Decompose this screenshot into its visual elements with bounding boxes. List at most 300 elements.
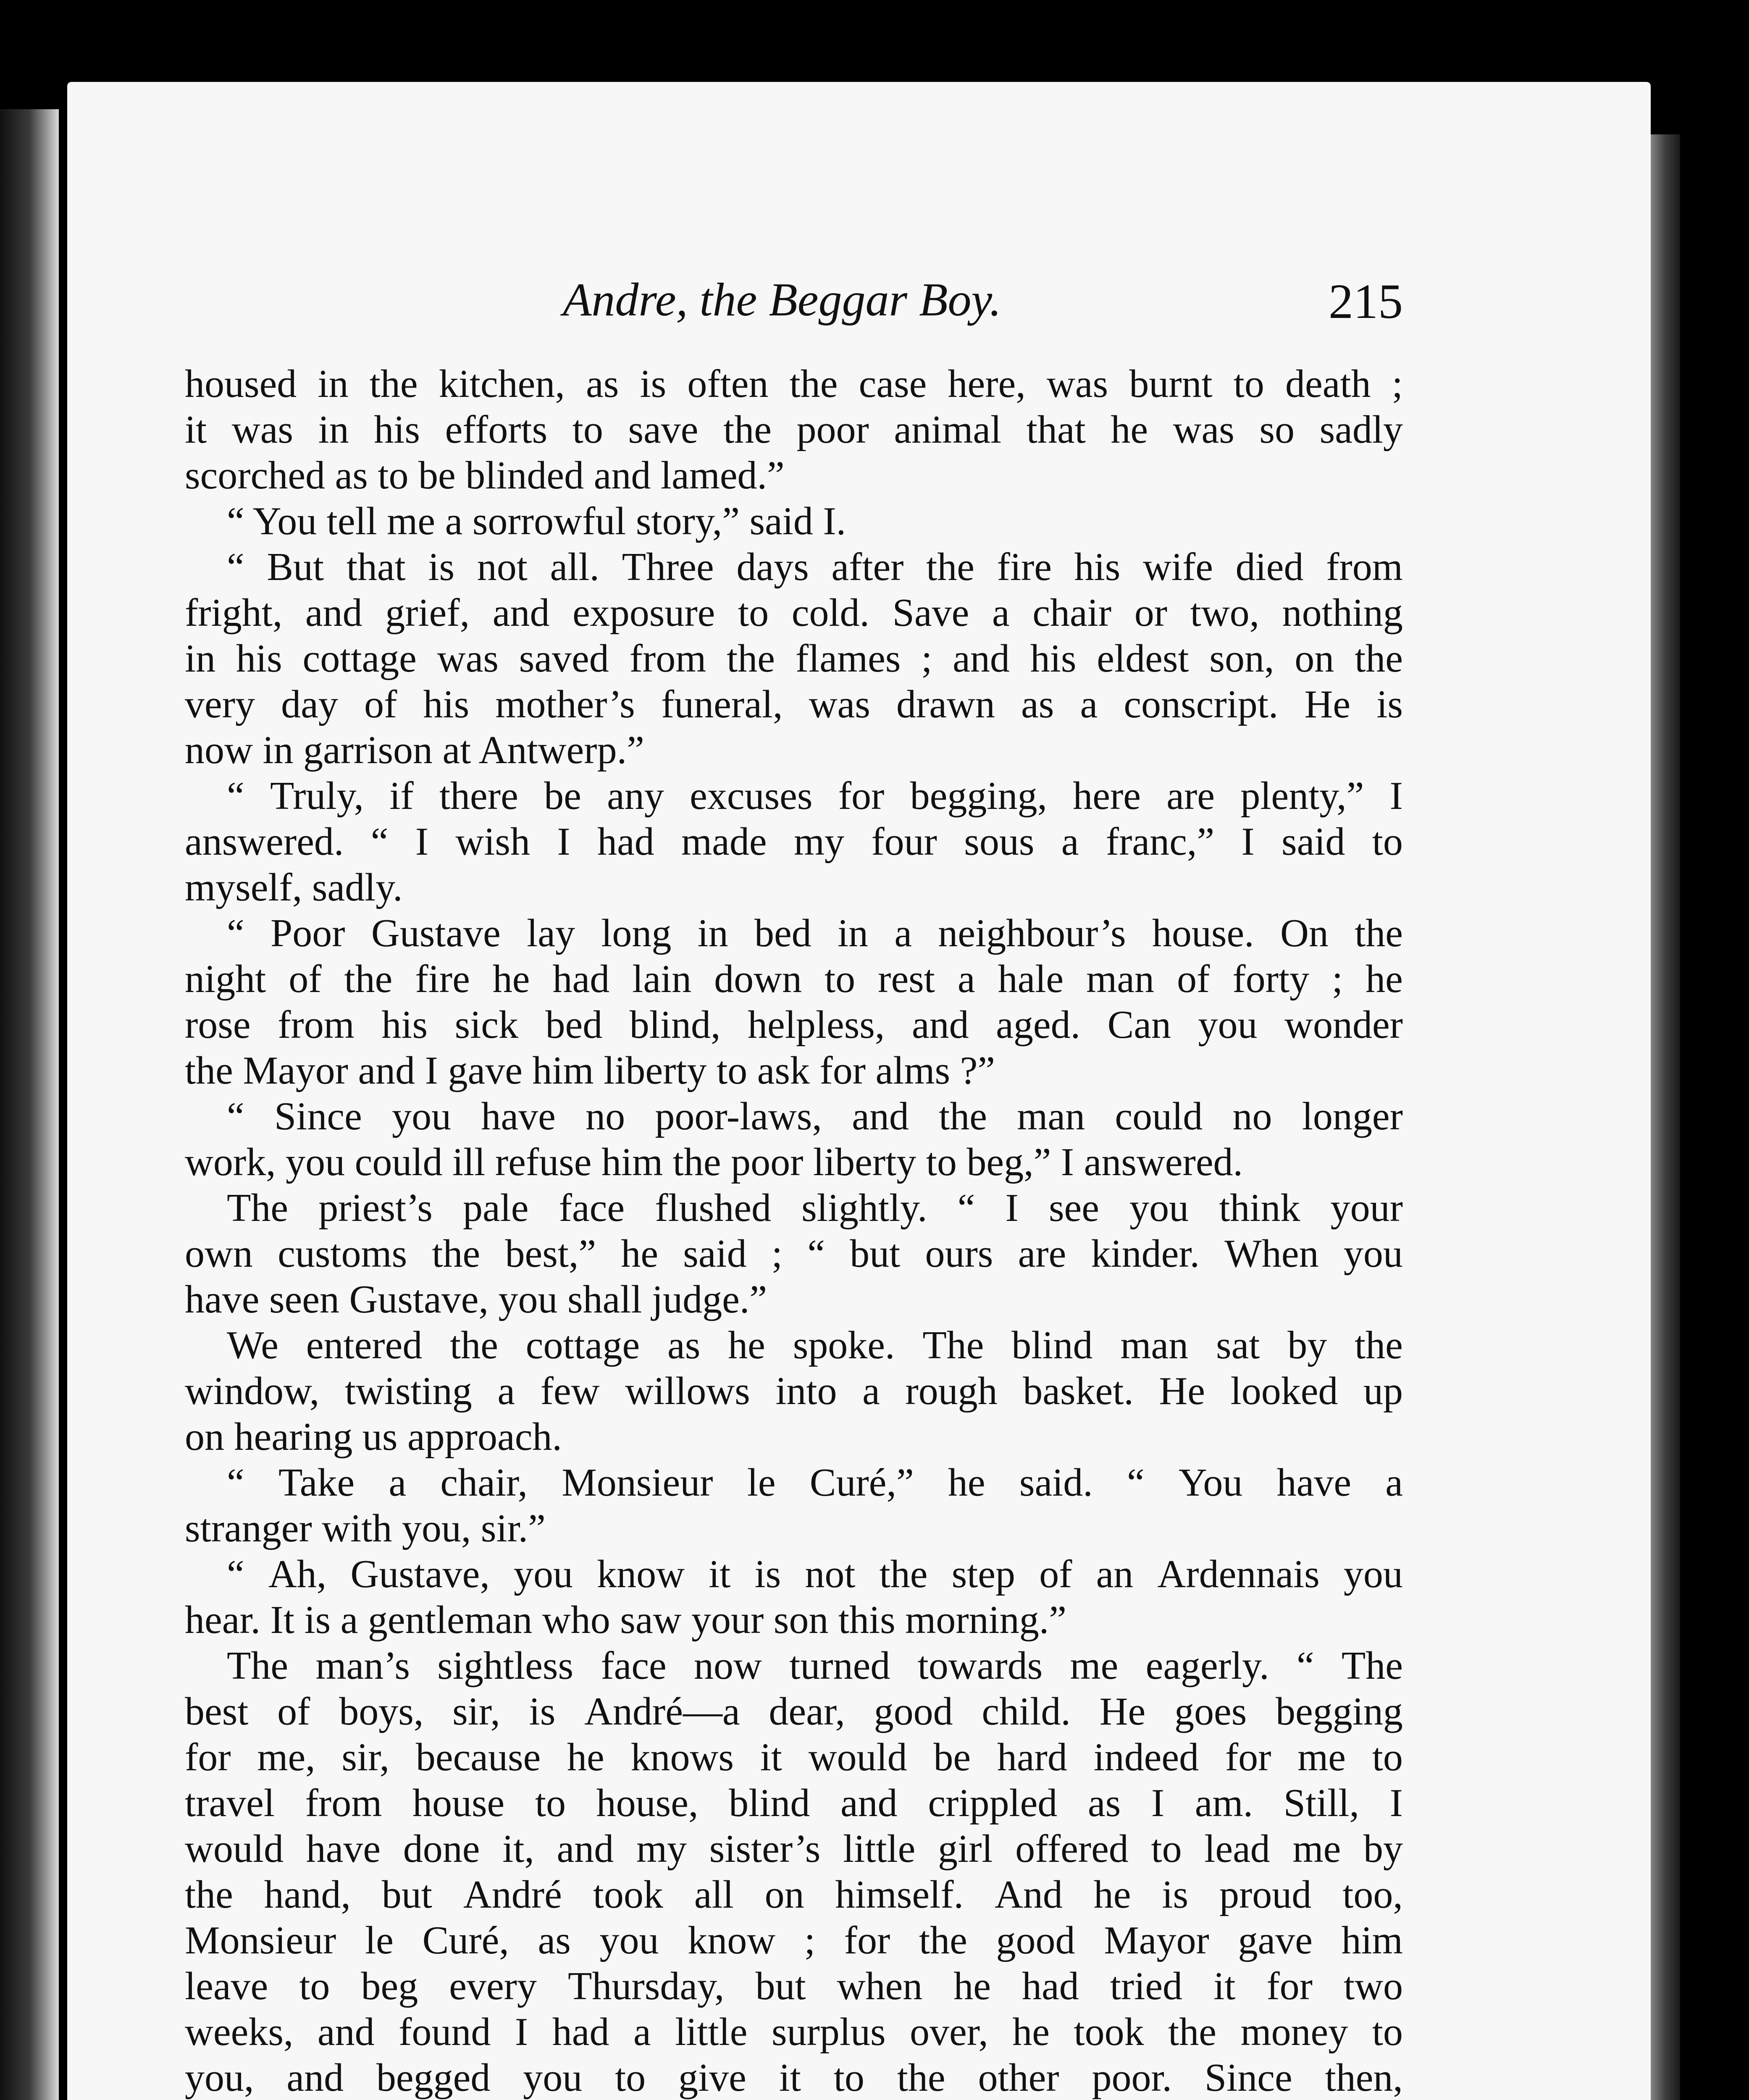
word: me (1292, 1827, 1341, 1871)
word: to (1372, 820, 1403, 864)
word: he (948, 1461, 985, 1504)
word: funeral, (661, 682, 783, 726)
word: was (437, 637, 499, 680)
word: fire (997, 545, 1052, 589)
word: goes (1174, 1690, 1247, 1733)
word: save (628, 408, 699, 452)
text-line (185, 361, 1403, 407)
word: in (318, 408, 349, 452)
word: was (1173, 408, 1234, 452)
word: to (833, 2056, 864, 2100)
word: the (727, 637, 775, 680)
word: as (1021, 682, 1054, 726)
word: the (897, 2056, 945, 2100)
text-line (185, 1460, 1403, 1506)
word: a (894, 911, 912, 955)
word: a (992, 591, 1010, 635)
word: own (185, 1232, 253, 1276)
word: housed (185, 362, 297, 406)
word: “ (1296, 1644, 1314, 1688)
text-line (185, 407, 1403, 453)
word: it (760, 1735, 782, 1779)
word: said (1281, 820, 1345, 864)
word: to (1372, 2010, 1403, 2054)
word: “ (807, 1232, 825, 1276)
word: begging (1276, 1690, 1403, 1733)
word: he (1111, 408, 1148, 452)
word: gave (1238, 1919, 1313, 1962)
word: you (1129, 1186, 1189, 1230)
word: he (621, 1232, 659, 1276)
word: “ (227, 774, 244, 818)
word: surplus (771, 2010, 886, 2054)
word: poor. (1092, 2056, 1172, 2100)
word: saved (519, 637, 609, 680)
word: slightly. (801, 1186, 927, 1230)
word: is (1376, 682, 1403, 726)
word: man (1086, 957, 1154, 1001)
word: best (185, 1690, 249, 1733)
word: for (838, 774, 885, 818)
word: Take (278, 1461, 355, 1504)
text-line (185, 1551, 1403, 1597)
word: it (1213, 1964, 1236, 2008)
word: a (497, 1369, 515, 1413)
word: forty (1232, 957, 1309, 1001)
word: rough (905, 1369, 998, 1413)
word: and (840, 1781, 898, 1825)
word: too, (1342, 1873, 1403, 1916)
word: not (477, 545, 528, 589)
word: fright, (185, 591, 283, 635)
word: begging, (910, 774, 1047, 818)
word: you, (185, 2056, 254, 2100)
word: his (236, 637, 282, 680)
word: died (1235, 545, 1304, 589)
word: that (1026, 408, 1086, 452)
word: Since (274, 1095, 362, 1138)
word: of (1039, 1552, 1072, 1596)
word: I (415, 820, 429, 864)
word: I (1389, 1781, 1403, 1825)
word: from (278, 1003, 355, 1047)
text-line: stranger with you, sir.” (185, 1507, 546, 1550)
word: you (599, 1919, 659, 1962)
text-line (185, 2009, 1403, 2055)
word: he (492, 957, 530, 1001)
word: franc,” (1106, 820, 1215, 864)
word: eagerly. (1145, 1644, 1269, 1688)
word: and (305, 591, 362, 635)
word: customs (278, 1232, 407, 1276)
word: was (1046, 362, 1108, 406)
word: sir, (341, 1735, 390, 1779)
text-line (185, 773, 1403, 819)
word: other (978, 2056, 1059, 2100)
word: every (449, 1964, 537, 2008)
word: and (317, 2010, 375, 2054)
word: longer (1302, 1095, 1403, 1138)
word: his (374, 408, 420, 452)
word: me (1297, 1735, 1346, 1779)
word: man (1017, 1095, 1085, 1138)
word: leave (185, 1964, 268, 2008)
word: basket. (1023, 1369, 1134, 1413)
word: he (728, 1323, 765, 1367)
word: Three (622, 545, 714, 589)
word: The (227, 1186, 289, 1230)
word: the (1168, 2010, 1216, 2054)
word: Curé,” (809, 1461, 914, 1504)
word: exposure (572, 591, 715, 635)
word: flushed (655, 1186, 771, 1230)
word: André (463, 1873, 562, 1916)
text-line: myself, sadly. (185, 866, 403, 909)
word: any (607, 774, 664, 818)
word: son, (1209, 637, 1274, 680)
word: dear, (769, 1690, 845, 1733)
word: you (392, 1095, 452, 1138)
word: le (365, 1919, 394, 1962)
word: to (299, 1964, 330, 2008)
word: made (681, 820, 767, 864)
word: two, (1190, 591, 1260, 635)
word: is (428, 545, 455, 589)
word: and (911, 1003, 969, 1047)
word: had (552, 957, 610, 1001)
text-line (185, 1735, 1403, 1780)
word: was (809, 682, 870, 726)
word: lead (1204, 1827, 1270, 1871)
word: boys, (339, 1690, 424, 1733)
word: night (185, 957, 266, 1001)
word: after (831, 545, 904, 589)
word: wife (1142, 545, 1213, 589)
word: helpless, (748, 1003, 885, 1047)
word: is (754, 1552, 781, 1596)
word: see (1048, 1186, 1099, 1230)
word: not (805, 1552, 856, 1596)
word: The (922, 1323, 984, 1367)
word: sadly (1319, 408, 1403, 452)
word: The (227, 1644, 289, 1688)
word: into (775, 1369, 837, 1413)
word: sightless (437, 1644, 574, 1688)
word: all (694, 1873, 734, 1916)
word: little (675, 2010, 748, 2054)
word: in (837, 911, 869, 955)
word: window, (185, 1369, 320, 1413)
word: to (535, 1781, 566, 1825)
word: pale (462, 1186, 529, 1230)
word: willows (625, 1369, 750, 1413)
word: bed (545, 1003, 603, 1047)
word: kitchen, (439, 362, 565, 406)
word: you (1343, 1552, 1403, 1596)
word: have (306, 1827, 381, 1871)
word: But (267, 545, 324, 589)
word: to (615, 2056, 646, 2100)
word: He (1099, 1690, 1146, 1733)
text-line: on hearing us approach. (185, 1415, 562, 1459)
word: here, (948, 362, 1026, 406)
word: and (286, 2056, 344, 2100)
text-line (185, 1964, 1403, 2009)
word: house, (596, 1781, 699, 1825)
word: took (593, 1873, 663, 1916)
word: house (412, 1781, 505, 1825)
word: of (289, 957, 322, 1001)
word: have (1276, 1461, 1352, 1504)
word: I (1389, 774, 1403, 818)
word: be (544, 774, 581, 818)
word: the (789, 362, 838, 406)
word: took (1074, 2010, 1144, 2054)
word: that (346, 545, 406, 589)
text-line (185, 1643, 1403, 1689)
word: his (381, 1003, 428, 1047)
word: think (1219, 1186, 1300, 1230)
word: man (1120, 1323, 1189, 1367)
word: is (640, 362, 667, 406)
word: now (694, 1644, 762, 1688)
word: good (874, 1690, 953, 1733)
word: are (1166, 774, 1215, 818)
word: conscript. (1124, 682, 1279, 726)
word: looked (1230, 1369, 1338, 1413)
word: then, (1325, 2056, 1403, 2100)
word: girl (938, 1827, 993, 1871)
word: “ (227, 1461, 244, 1504)
word: know (688, 1919, 776, 1962)
text-line (185, 819, 1403, 865)
word: The (1341, 1644, 1403, 1688)
word: hand, (264, 1873, 351, 1916)
word: “ (227, 911, 244, 955)
word: your (1330, 1186, 1403, 1230)
word: are (1018, 1232, 1066, 1276)
word: the (369, 362, 418, 406)
word: weeks, (185, 2010, 294, 2054)
word: he (1012, 2010, 1050, 2054)
word: it (779, 2056, 801, 2100)
word: money (1240, 2010, 1348, 2054)
word: he (1093, 1873, 1131, 1916)
word: of (277, 1690, 310, 1733)
word: Save (892, 591, 969, 635)
word: step (951, 1552, 1015, 1596)
word: ; (921, 637, 932, 680)
word: sick (454, 1003, 519, 1047)
word: days (736, 545, 809, 589)
word: you (1198, 1003, 1258, 1047)
word: Gustave, (350, 1552, 490, 1596)
word: all. (550, 545, 599, 589)
word: cottage (302, 637, 417, 680)
word: me, (257, 1735, 315, 1779)
word: in (697, 911, 728, 955)
word: Truly, (270, 774, 364, 818)
word: “ (957, 1186, 975, 1230)
word: or (1134, 591, 1167, 635)
word: travel (185, 1781, 275, 1825)
word: man’s (315, 1644, 410, 1688)
word: blind (1011, 1323, 1093, 1367)
word: twisting (344, 1369, 472, 1413)
word: to (825, 957, 856, 1001)
word: could (1115, 1095, 1203, 1138)
word: “ (370, 820, 389, 864)
word: chair (1032, 591, 1112, 635)
text-line (185, 590, 1403, 636)
word: neighbour’s (938, 911, 1126, 955)
page-header (185, 273, 1403, 340)
word: burnt (1129, 362, 1213, 406)
text-line (185, 956, 1403, 1002)
word: Mayor (1104, 1919, 1209, 1962)
word: blind (729, 1781, 810, 1825)
word: to (1151, 1827, 1182, 1871)
word: And (994, 1873, 1063, 1916)
word: very (185, 682, 255, 726)
word: begged (376, 2056, 491, 2100)
word: We (227, 1323, 278, 1367)
word: said. (1019, 1461, 1093, 1504)
word: death (1285, 362, 1371, 406)
word: answered. (185, 820, 344, 864)
word: for (1225, 1735, 1271, 1779)
word: a (633, 2010, 651, 2054)
word: himself. (835, 1873, 964, 1916)
word: of (364, 682, 397, 726)
word: crippled (928, 1781, 1058, 1825)
word: and (557, 1827, 614, 1871)
word: ; (804, 1919, 815, 1962)
word: lay (527, 911, 575, 955)
word: it (185, 408, 207, 452)
word: said (683, 1232, 747, 1276)
word: proud (1219, 1873, 1312, 1916)
word: the (919, 1919, 967, 1962)
word: blind, (629, 1003, 721, 1047)
word: nothing (1282, 591, 1403, 635)
word: case (859, 362, 927, 406)
word: rose (185, 1003, 251, 1047)
word: on (764, 1873, 804, 1916)
word: “ (227, 1095, 244, 1138)
word: I (557, 820, 570, 864)
word: cold. (791, 591, 870, 635)
word: from (305, 1781, 382, 1825)
word: sir, (452, 1690, 500, 1733)
word: when (837, 1964, 923, 2008)
text-line: now in garrison at Antwerp.” (185, 728, 644, 772)
word: I (1005, 1186, 1019, 1230)
word: sat (1216, 1323, 1260, 1367)
word: as (538, 1919, 571, 1962)
word: ; (1392, 362, 1403, 406)
word: house. (1152, 911, 1254, 955)
word: ; (1331, 957, 1343, 1001)
word: day (281, 682, 338, 726)
word: Ardennais (1157, 1552, 1320, 1596)
word: the (344, 957, 393, 1001)
word: the (185, 1873, 233, 1916)
word: is (529, 1690, 556, 1733)
word: give (678, 2056, 746, 2100)
word: had (597, 820, 654, 864)
word: if (389, 774, 414, 818)
word: often (687, 362, 769, 406)
word: best,” (505, 1232, 596, 1276)
word: so (1259, 408, 1295, 452)
word: a (957, 957, 975, 1001)
word: a (1061, 820, 1079, 864)
word: he (567, 1735, 604, 1779)
word: four (871, 820, 937, 864)
word: his (1074, 545, 1121, 589)
word: you (523, 2056, 583, 2100)
text-line (185, 544, 1403, 590)
word: an (1096, 1552, 1134, 1596)
word: down (714, 957, 802, 1001)
word: for (1266, 1964, 1313, 2008)
word: wonder (1284, 1003, 1403, 1047)
text-line: work, you could ill refuse him the poor liberty to beg,” I answered. (185, 1140, 1243, 1184)
word: indeed (1093, 1735, 1199, 1779)
word: the (1355, 911, 1403, 955)
word: and (852, 1095, 909, 1138)
word: few (540, 1369, 600, 1413)
word: but (381, 1873, 433, 1916)
word: he (953, 1964, 991, 2008)
text-line (185, 1872, 1403, 1918)
word: spoke. (793, 1323, 895, 1367)
word: is (1162, 1873, 1189, 1916)
word: knows (630, 1735, 734, 1779)
word: the (1355, 1323, 1403, 1367)
text-line (185, 1094, 1403, 1139)
word: to (1233, 362, 1264, 406)
word: I (1241, 820, 1255, 864)
word: for (185, 1735, 231, 1779)
word: my (636, 1827, 687, 1871)
running-title: Andre, the Beggar Boy. (563, 274, 1002, 326)
word: child. (982, 1690, 1071, 1733)
text-line (185, 1185, 1403, 1231)
word: the (432, 1232, 481, 1276)
word: Still, (1283, 1781, 1360, 1825)
word: offered (1015, 1827, 1129, 1871)
word: He (1304, 682, 1351, 726)
word: by (1363, 1827, 1403, 1871)
word: Curé, (422, 1919, 509, 1962)
word: the (450, 1323, 498, 1367)
word: I (1151, 1781, 1165, 1825)
word: long (601, 911, 672, 955)
word: on (1295, 637, 1334, 680)
word: ours (925, 1232, 993, 1276)
word: in (185, 637, 216, 680)
word: Monsieur (185, 1919, 336, 1962)
word: know (597, 1552, 685, 1596)
word: have (481, 1095, 556, 1138)
word: hale (998, 957, 1064, 1001)
word: “ (227, 545, 244, 589)
word: and (492, 591, 550, 635)
word: you (514, 1552, 573, 1596)
word: it, (502, 1827, 534, 1871)
